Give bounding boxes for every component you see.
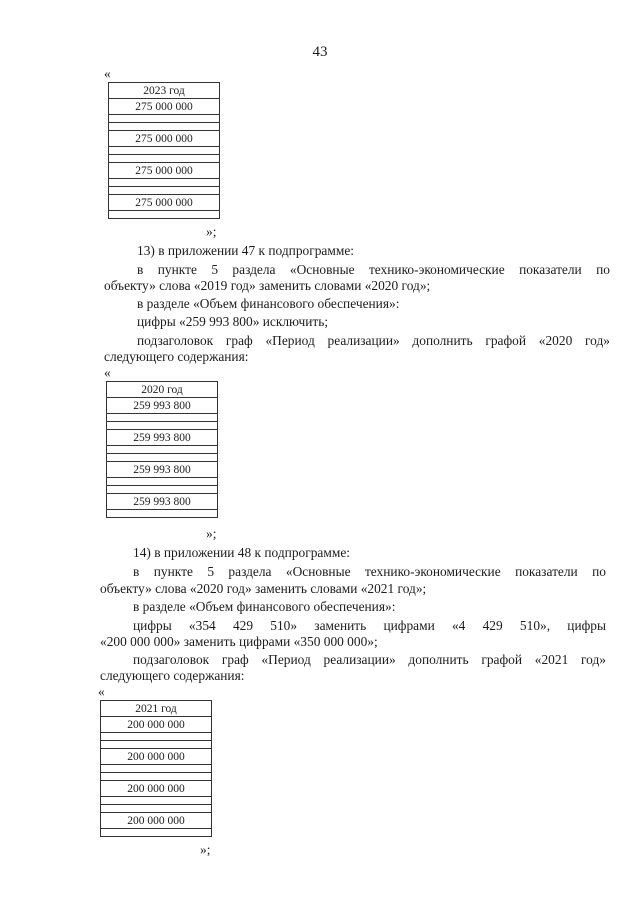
amount-cell: 259 993 800 [107, 494, 218, 510]
empty-cell [107, 486, 218, 494]
section-14-line: объекту» слова «2020 год» заменить словами «2021 год»; [100, 581, 427, 596]
amount-cell: 259 993 800 [107, 398, 218, 414]
empty-cell [109, 187, 220, 195]
open-quote: « [104, 365, 111, 380]
empty-cell [101, 733, 212, 741]
open-quote: « [98, 684, 105, 699]
section-13-line: объекту» слова «2019 год» заменить словами «2020 год»; [104, 278, 431, 293]
amount-cell: 200 000 000 [101, 781, 212, 797]
close-quote: »; [206, 526, 217, 541]
section-heading-14: 14) в приложении 48 к подпрограмме: [133, 545, 350, 560]
empty-cell [109, 147, 220, 155]
empty-cell [107, 510, 218, 518]
year-table-2023 [108, 82, 220, 219]
close-quote: »; [200, 842, 211, 857]
empty-cell [107, 478, 218, 486]
section-14-line: в пункте 5 раздела «Основные технико-экономические показатели по [133, 564, 606, 579]
section-14-line: цифры «354 429 510» заменить цифрами «4 429 510», цифры [133, 618, 606, 633]
amount-cell: 275 000 000 [109, 163, 220, 179]
empty-cell [109, 211, 220, 219]
empty-cell [101, 741, 212, 749]
amount-cell: 200 000 000 [101, 749, 212, 765]
empty-cell [107, 422, 218, 430]
open-quote: « [104, 66, 111, 81]
page-number: 43 [312, 44, 328, 60]
amount-cell: 275 000 000 [109, 131, 220, 147]
section-14-line: «200 000 000» заменить цифрами «350 000 000»; [100, 634, 378, 649]
section-13-line: в пункте 5 раздела «Основные технико-экономические показатели по [137, 262, 610, 277]
empty-cell [109, 179, 220, 187]
section-14-line: подзаголовок граф «Период реализации» дополнить графой «2021 год» [133, 652, 606, 667]
year-header: 2020 год [107, 382, 218, 398]
empty-cell [101, 829, 212, 837]
empty-cell [101, 797, 212, 805]
empty-cell [109, 155, 220, 163]
section-13-line: следующего содержания: [104, 349, 249, 364]
section-13-line: подзаголовок граф «Период реализации» дополнить графой «2020 год» [137, 333, 610, 348]
year-table-2021 [100, 700, 212, 837]
amount-cell: 200 000 000 [101, 813, 212, 829]
section-13-line: цифры «259 993 800» исключить; [137, 314, 329, 329]
amount-cell: 275 000 000 [109, 195, 220, 211]
section-14-line: в разделе «Объем финансового обеспечения»: [133, 599, 396, 614]
amount-cell: 259 993 800 [107, 430, 218, 446]
empty-cell [101, 765, 212, 773]
section-14-line: следующего содержания: [100, 668, 245, 683]
empty-cell [107, 454, 218, 462]
empty-cell [107, 446, 218, 454]
section-13-line: в разделе «Объем финансового обеспечения»: [137, 296, 400, 311]
amount-cell: 275 000 000 [109, 99, 220, 115]
empty-cell [109, 115, 220, 123]
close-quote: »; [206, 224, 217, 239]
year-table-2020 [106, 381, 218, 518]
amount-cell: 200 000 000 [101, 717, 212, 733]
year-header: 2023 год [109, 83, 220, 99]
amount-cell: 259 993 800 [107, 462, 218, 478]
empty-cell [101, 805, 212, 813]
empty-cell [109, 123, 220, 131]
section-heading-13: 13) в приложении 47 к подпрограмме: [137, 243, 354, 258]
year-header: 2021 год [101, 701, 212, 717]
empty-cell [101, 773, 212, 781]
empty-cell [107, 414, 218, 422]
